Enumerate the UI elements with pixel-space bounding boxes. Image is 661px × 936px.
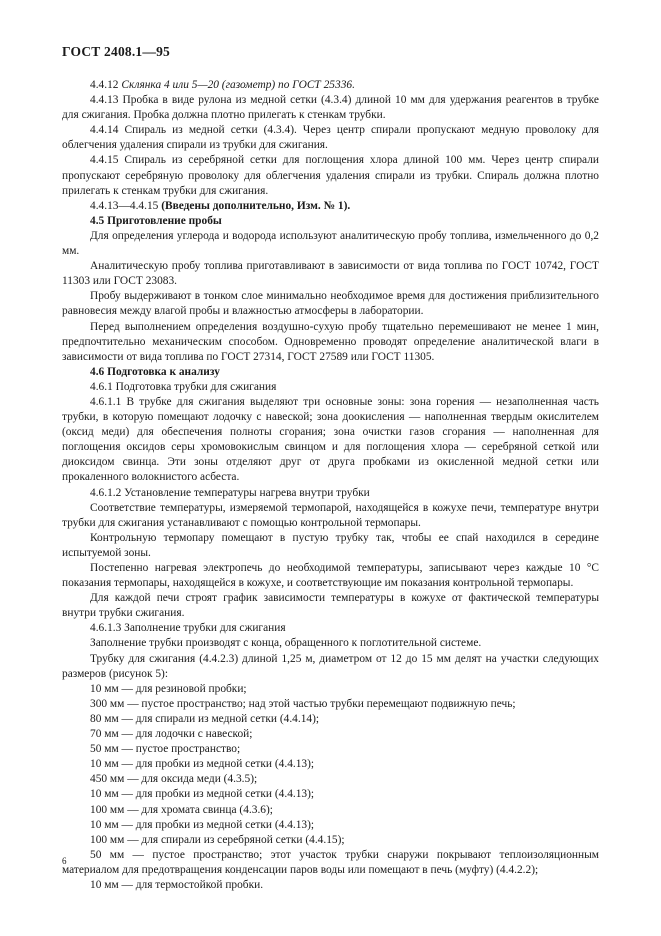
tube-sections-list (62, 682, 599, 893)
clause-4-4-14: 4.4.14 Спираль из медной сетки (4.3.4). Через центр спирали пропускают медную проволоку для облегчения удаления спирали из трубки для сжигания. (62, 124, 599, 152)
clause-4-4-15: 4.4.15 Спираль из серебряной сетки для поглощения хлора длиной 100 мм. Через центр спирали пропускают серебряную проволоку для облегчения удаления спирали из трубки. Спираль должна плотно прилегать к стенкам трубки для сжигания. (62, 154, 599, 197)
amendment-note (62, 199, 599, 214)
paragraph-4-6-1-3-a: Заполнение трубки производят с конца, обращенного к поглотительной системе. (90, 637, 482, 650)
list-item: 100 мм — для хромата свинца (4.3.6); (90, 803, 273, 816)
clause-text: Склянка 4 или 5—20 (газометр) по ГОСТ 25336. (121, 79, 355, 91)
subsection-heading-4-6-1: 4.6.1 Подготовка трубки для сжигания (90, 380, 277, 393)
amendment-text: (Введены дополнительно, Изм. № 1). (161, 199, 351, 212)
list-item: 10 мм — для резиновой пробки; (90, 682, 247, 695)
list-item: 10 мм — для пробки из медной сетки (4.4.13); (90, 758, 315, 771)
paragraph-4-5-c: Пробу выдерживают в тонком слое минимально необходимое время для достижения приблизительного равновесия между влагой пробы и влажностью атмосферы в лаборатории. (62, 290, 599, 318)
document-body (62, 78, 599, 893)
paragraph-4-5-a: Для определения углерода и водорода используют аналитическую пробу топлива, измельченного до 0,2 мм. (62, 229, 599, 258)
amendment-range: 4.4.13—4.4.15 (90, 199, 159, 212)
clause-4-4-12 (62, 78, 599, 93)
paragraph-4-6-1-2-d: Для каждой печи строят график зависимости температуры в кожухе от фактической температуры внутри трубки сжигания. (62, 592, 599, 620)
paragraph-4-6-1-3-b: Трубку для сжигания (4.4.2.3) длиной 1,25 м, диаметром от 12 до 15 мм делят на участки следующих размеров (рисунок 5): (62, 652, 599, 680)
document-header: ГОСТ 2408.1—95 (62, 44, 170, 59)
paragraph-4-5-d: Перед выполнением определения воздушно-сухую пробу тщательно перемешивают не менее 1 мин, предпочтительно механическим способом. Одновременно проводят определение аналитической влаги в зависимости от вида топлива по ГОСТ 27314, ГОСТ 27589 или ГОСТ 11305. (62, 320, 599, 363)
list-item: 80 мм — для спирали из медной сетки (4.4.14); (90, 712, 320, 725)
paragraph-4-6-1-2-b: Контрольную термопару помещают в пустую трубку так, чтобы ее спай находился в середине испытуемой зоны. (62, 531, 599, 559)
list-item: 10 мм — для пробки из медной сетки (4.4.13); (90, 818, 315, 831)
list-item: 100 мм — для спирали из серебряной сетки (4.4.15); (90, 833, 345, 846)
list-item: 450 мм — для оксида меди (4.3.5); (90, 773, 258, 786)
list-item: 300 мм — пустое пространство; над этой частью трубки перемещают подвижную печь; (90, 697, 516, 710)
subsection-heading-4-6-1-3: 4.6.1.3 Заполнение трубки для сжигания (90, 622, 286, 635)
section-heading-4-6: 4.6 Подготовка к анализу (90, 365, 220, 378)
paragraph-4-5-b: Аналитическую пробу топлива приготавливают в зависимости от вида топлива по ГОСТ 10742, ГОСТ 11303 или ГОСТ 23083. (62, 260, 599, 288)
clause-4-6-1-1: 4.6.1.1 В трубке для сжигания выделяют три основные зоны: зона горения — незаполненная часть трубки, в которую помещают лодочку с навеской; зона доокисления — наполненная твердым окислителем (оксид меди) для обеспечения полноты сгорания; зона очистки газов сгорания — наполненная для поглощения оксидов серы хромовокислым свинцом и для поглощения хлора — серебряной сеткой или диоксидом свинца. Эти зоны отделяют друг от друга пробками из окисленной медной сетки или прокаленного волокнистого асбеста. (62, 395, 599, 484)
paragraph-4-6-1-2-c: Постепенно нагревая электропечь до необходимой температуры, записывают через каждые 10 °С показания термопары, находящейся в кожухе, и соответствующие им показания контрольной термопары. (62, 562, 599, 590)
clause-4-4-13: 4.4.13 Пробка в виде рулона из медной сетки (4.3.4) длиной 10 мм для удержания реагентов в трубке для сжигания. Пробка должна плотно прилегать к стенкам трубки. (62, 94, 599, 122)
list-item: 70 мм — для лодочки с навеской; (90, 728, 253, 741)
paragraph-4-6-1-2-a: Соответствие температуры, измеряемой термопарой, находящейся в кожухе печи, температуре внутри трубки для сжигания устанавливают с помощью контрольной термопары. (62, 501, 599, 529)
clause-number: 4.4.12 (90, 79, 119, 91)
page-number: 6 (62, 856, 67, 866)
subsection-heading-4-6-1-2: 4.6.1.2 Установление температуры нагрева внутри трубки (90, 486, 370, 499)
list-item: 50 мм — пустое пространство; (90, 743, 241, 756)
section-heading-4-5: 4.5 Приготовление пробы (90, 214, 222, 227)
list-item: 10 мм — для термостойкой пробки. (90, 878, 264, 891)
list-item: 50 мм — пустое пространство; этот участок трубки снаружи покрывают теплоизоляционным материалом для предотвращения конденсации паров воды или помещают в печь (муфту) (4.4.2.2); (62, 848, 599, 876)
list-item: 10 мм — для пробки из медной сетки (4.4.13); (90, 788, 315, 801)
